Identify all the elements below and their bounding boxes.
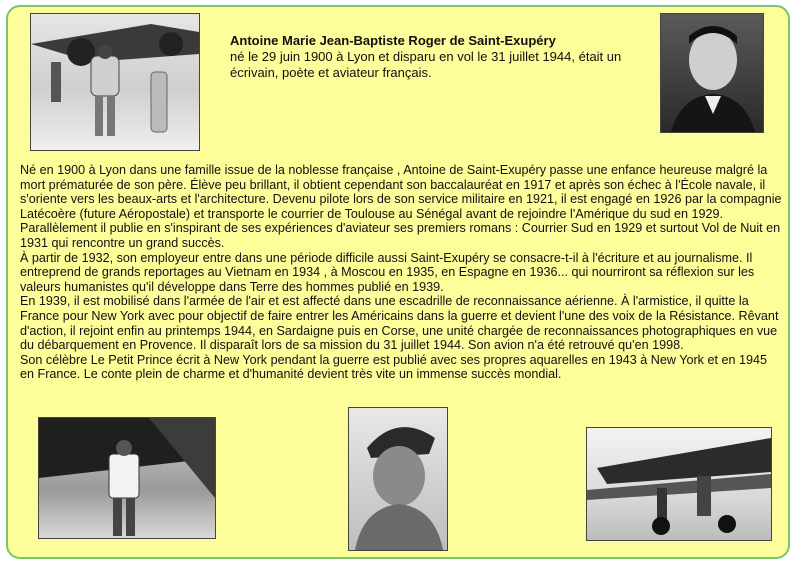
photo-man-beside-plane [38,417,216,539]
photo-aircraft [586,427,772,541]
paragraph-war: En 1939, il est mobilisé dans l'armée de l'air et est affecté dans une escadrille de reconnaissance aérienne. À l'armistice, il quitte la France pour New York avec pour objectif de faire entrer les Américains dans la guerre et devient l'une des voix de la Résistance. Rêvant d'action, il rejoint enfin au printemps 1944, en Sardaigne puis en Corse, une unité chargée de reconnaissances photographiques en vue du débarquement en Provence. Il disparaît lors de sa mission du 31 juillet 1944. Son avion n'a été retrouvé qu'en 1998. [20,294,779,353]
header [230,33,630,81]
paragraph-little-prince: Son célèbre Le Petit Prince écrit à New York pendant la guerre est publié avec ses propres aquarelles en 1943 à New York et en 1945 en France. Le conte plein de charme et d'humanité devient très vite un immense succès mondial. [20,352,768,382]
photo-portrait-cap [348,407,448,551]
biography-text [20,163,782,382]
paragraph-journalism: À partir de 1932, son employeur entre dans une période difficile aussi Saint-Exupéry se consacre-t-il à l'écriture et au journalisme. Il entreprend de grands reportages au Vietnam en 1934 , à Moscou en 1935, en Espagne en 1936... qui nourriront sa réflexion sur les valeurs humanistes qu'il développe dans Terre des hommes publié en 1939. [20,250,755,294]
header-intro: né le 29 juin 1900 à Lyon et disparu en vol le 31 juillet 1944, était un écrivain, poète et aviateur français. [230,49,622,80]
photo-pilot-with-aircraft [30,13,200,151]
person-name: Antoine Marie Jean-Baptiste Roger de Saint-Exupéry [230,33,556,48]
photo-portrait [660,13,764,133]
paragraph-early-life: Né en 1900 à Lyon dans une famille issue de la noblesse française , Antoine de Saint-Exupéry passe une enfance heureuse malgré la mort prématurée de son père. Élève peu brillant, il obtient cependant son baccalauréat en 1917 et après son échec à l'École navale, il s'oriente vers les beaux-arts et l'architecture. Devenu pilote lors de son service militaire en 1921, il est engagé en 1926 par la compagnie Latécoère (future Aéropostale) et transporte le courrier de Toulouse au Sénégal avant de rejoindre l'Amérique du sud en 1929. Parallèlement il publie en s'inspirant de ses expériences d'aviateur ses premiers romans : Courrier Sud en 1929 et surtout Vol de Nuit en 1931 qui rencontre un grand succès. [20,163,782,250]
document-frame [6,5,790,559]
